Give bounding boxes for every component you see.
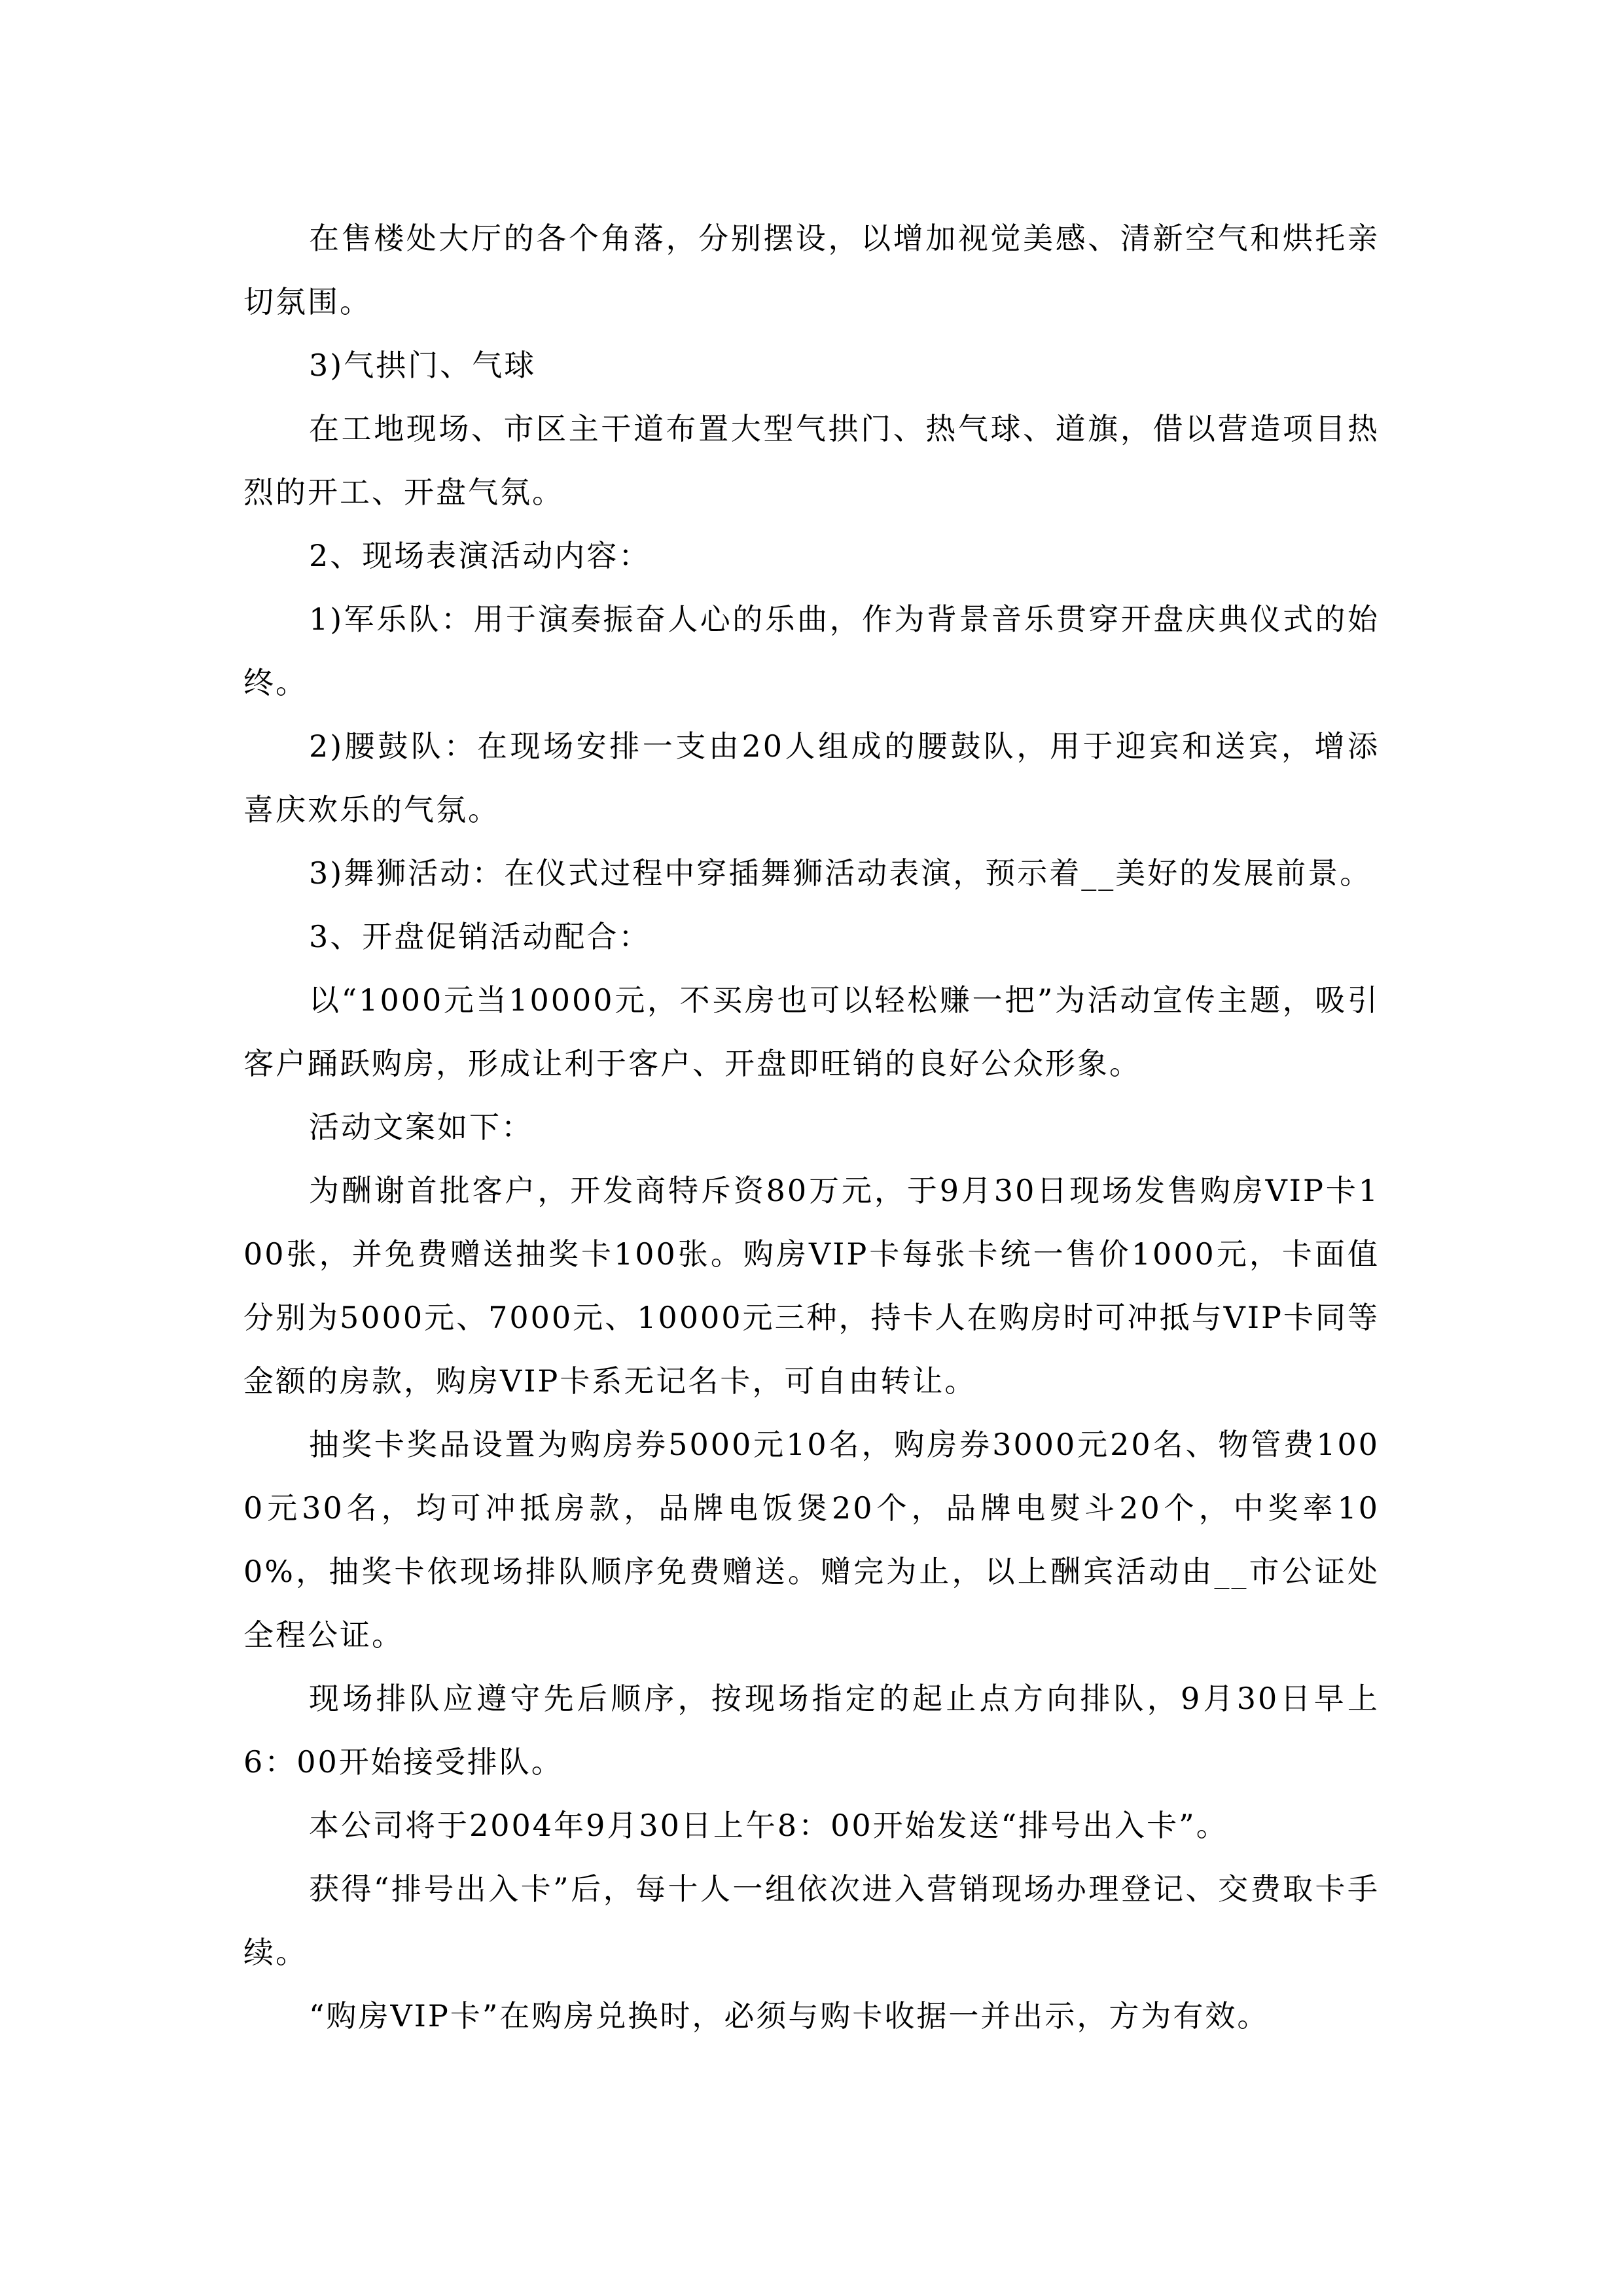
paragraph-lottery-prizes: 抽奖卡奖品设置为购房券5000元10名，购房券3000元20名、物管费1000元30名，均可冲抵房款，品牌电饭煲20个，品牌电熨斗20个，中奖率100%，抽奖卡依现场排队顺序免费赠送。赠完为止，以上酬宾活动由__市公证处全程公证。 bbox=[243, 1427, 1380, 1653]
paragraph-waist-drum-team: 2)腰鼓队：在现场安排一支由20人组成的腰鼓队，用于迎宾和送宾，增添喜庆欢乐的气氛。 bbox=[243, 728, 1380, 827]
paragraph-vip-card: 为酬谢首批客户，开发商特斥资80万元，于9月30日现场发售购房VIP卡100张，并免费赠送抽奖卡100张。购房VIP卡每张卡统一售价1000元，卡面值分别为5000元、7000元、10000元三种，持卡人在购房时可冲抵与VIP卡同等金额的房款，购房VIP卡系无记名卡，可自由转让。 bbox=[243, 1173, 1380, 1399]
paragraph-arch-balloon-text: 在工地现场、市区主干道布置大型气拱门、热气球、道旗，借以营造项目热烈的开工、开盘气氛。 bbox=[243, 411, 1380, 510]
paragraph-heading-arch-balloon: 3)气拱门、气球 bbox=[309, 348, 537, 383]
document-body bbox=[243, 207, 1380, 2048]
paragraph-promotion-theme: 以“1000元当10000元，不买房也可以轻松赚一把”为活动宣传主题，吸引客户踊跃购房，形成让利于客户、开盘即旺销的良好公众形象。 bbox=[243, 982, 1380, 1081]
paragraph-heading-performances: 2、现场表演活动内容： bbox=[309, 538, 651, 573]
paragraph-heading-promotion: 3、开盘促销活动配合： bbox=[309, 919, 651, 954]
paragraph-decoration-text: 在售楼处大厅的各个角落，分别摆设，以增加视觉美感、清新空气和烘托亲切氛围。 bbox=[243, 221, 1380, 319]
paragraph-copy-intro: 活动文案如下： bbox=[309, 1109, 533, 1145]
paragraph-military-band: 1)军乐队：用于演奏振奋人心的乐曲，作为背景音乐贯穿开盘庆典仪式的始终。 bbox=[243, 601, 1380, 700]
paragraph-number-card-issue: 本公司将于2004年9月30日上午8：00开始发送“排号出入卡”。 bbox=[309, 1808, 1228, 1843]
paragraph-vip-redemption: “购房VIP卡”在购房兑换时，必须与购卡收据一并出示，方为有效。 bbox=[309, 1998, 1270, 2034]
paragraph-registration: 获得“排号出入卡”后，每十人一组依次进入营销现场办理登记、交费取卡手续。 bbox=[243, 1871, 1380, 1970]
paragraph-queue-rules: 现场排队应遵守先后顺序，按现场指定的起止点方向排队，9月30日早上6：00开始接受排队。 bbox=[243, 1681, 1380, 1780]
paragraph-lion-dance: 3)舞狮活动：在仪式过程中穿插舞狮活动表演，预示着__美好的发展前景。 bbox=[309, 855, 1372, 891]
